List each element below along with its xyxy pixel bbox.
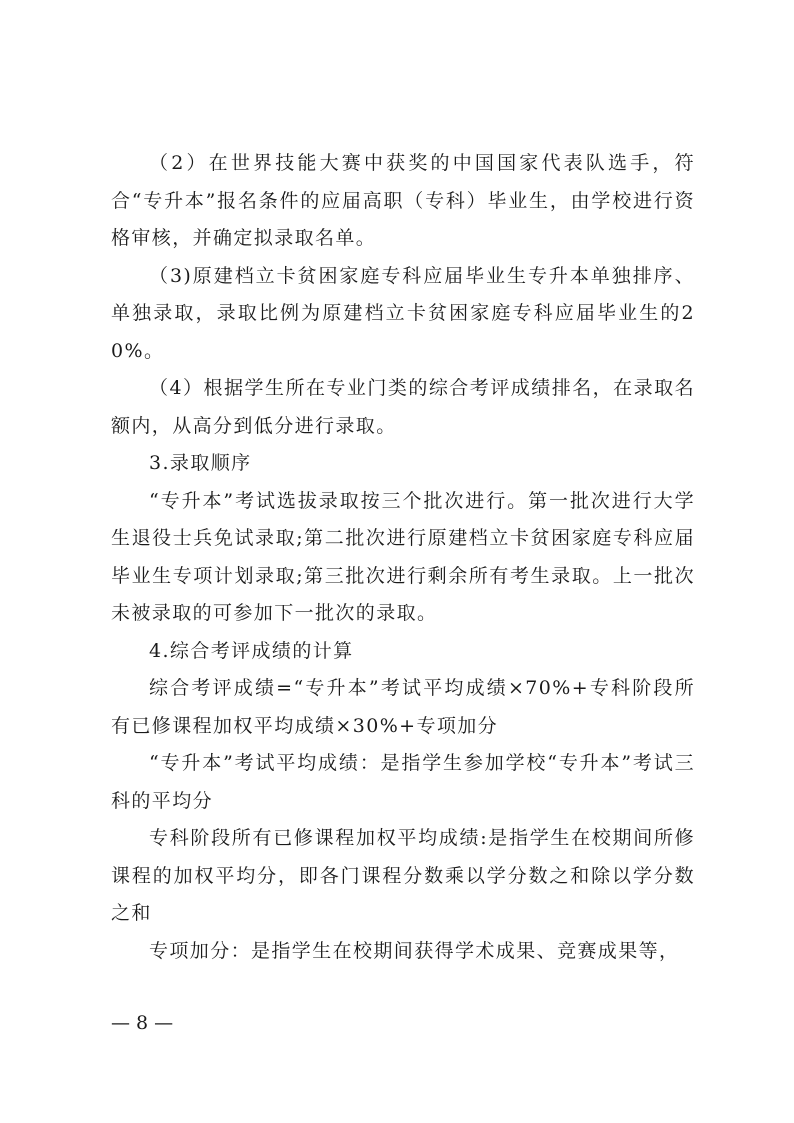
paragraph-bonus-points-definition: 专项加分：是指学生在校期间获得学术成果、竞赛成果等，	[149, 939, 680, 962]
document-body	[111, 145, 695, 970]
paragraph-poverty-admission: （3)原建档立卡贫困家庭专科应届毕业生专升本单独排序、单独录取，录取比例为原建档立卡贫困家庭专科应届毕业生的20%。	[111, 264, 695, 362]
page-number: — 8 —	[111, 1012, 174, 1034]
paragraph-score-formula: 综合考评成绩=“专升本”考试平均成绩×70%+专科阶段所有已修课程加权平均成绩×30%+专项加分	[111, 677, 695, 737]
section-heading-admission-order: 3.录取顺序	[149, 452, 252, 474]
paragraph-world-skills: （2）在世界技能大赛中获奖的中国国家代表队选手，符合“专升本”报名条件的应届高职（专科）毕业生，由学校进行资格审核，并确定拟录取名单。	[111, 152, 695, 249]
paragraph-admission-batches: “专升本”考试选拔录取按三个批次进行。第一批次进行大学生退役士兵免试录取;第二批次进行原建档立卡贫困家庭专科应届毕业生专项计划录取;第三批次进行剩余所有考生录取。上一批次未被录取的可参加下一批次的录取。	[111, 489, 695, 624]
paragraph-weighted-average-definition: 专科阶段所有已修课程加权平均成绩:是指学生在校期间所修课程的加权平均分，即各门课程分数乘以学分数之和除以学分数之和	[111, 827, 695, 924]
paragraph-ranking-admission: （4）根据学生所在专业门类的综合考评成绩排名，在录取名额内，从高分到低分进行录取。	[111, 377, 695, 437]
paragraph-exam-average-definition: “专升本”考试平均成绩：是指学生参加学校“专升本”考试三科的平均分	[111, 752, 695, 812]
section-heading-score-calculation: 4.综合考评成绩的计算	[149, 639, 354, 662]
